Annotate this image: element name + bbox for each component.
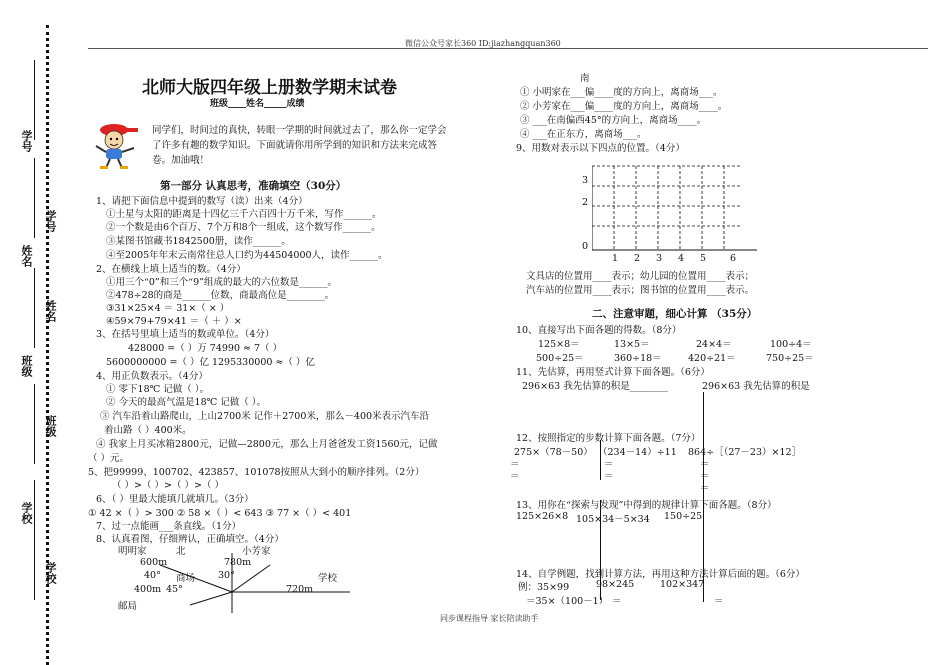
map-label-600m: 600m [140,557,168,568]
q4-title: 4、用正负数表示。（4分） [96,371,208,382]
binding-label-school: 学校 [20,502,33,524]
q3-row-1: 428000 =（ ）万 74990 ≈ 7（ ） [128,343,283,354]
q1-item-4: ④至2005年年末云南常住总人口约为44504000人，读作______。 [106,250,388,261]
q14-title: 14、自学例题，找到计算方法，再用这种方法计算后面的题。（6分） [516,569,805,580]
map-label-school: 学校 [318,573,338,584]
q10-r2-4: 750÷25＝ [766,353,814,364]
q10-r2-3: 420÷21＝ [688,353,736,364]
q2-title: 2、在横线上填上适当的数。（4分） [96,264,246,275]
q13-item-3: 150÷25 [664,511,703,522]
q6-items: ① 42 ×（ ）> 300 ② 58 ×（ ）< 643 ③ 77 ×（ ）< 401 [88,508,352,519]
q13-item-1: 125×26×8 [516,511,569,522]
grid-x-tick-5: 5 [700,253,707,264]
q1-title: 1、请把下面信息中提到的数写（读）出来（4分） [96,196,308,207]
q12-item-1: 275×（78－50） [514,447,593,458]
part2-title: 二、注意审题，细心计算 （35分） [592,308,758,320]
binding-rule [34,158,35,238]
q10-r1-3: 24×4＝ [696,339,732,350]
map-label-mall: 商场 [176,573,196,584]
binding-label-school-2: 学校 [44,562,57,584]
q9-answer-row-1: 文具店的位置用____表示；幼儿园的位置用____表示； [526,271,755,282]
q11-title: 11、先估算，再用竖式计算下面各题。（6分） [516,367,710,378]
intro-paragraph: 同学们，时间过的真快，转眼一学期的时间就过去了，那么你一定学会了许多有趣的数学知识。下面就请你用所学到的知识和方法来完成答卷。加油哦！ [152,125,447,166]
q14-example: 例：35×99 [518,582,570,593]
q11-b: 296×63 我先估算的积是 [702,381,810,392]
header-rule [88,48,928,49]
q2-item-3: ③31×25×4 ＝ 31×（ × ） [106,303,230,314]
grid-x-tick-2: 2 [634,253,641,264]
q12-eq: ＝ [510,459,520,470]
q4-item-4-cont: （ ）元。 [88,453,130,464]
q5-title: 5、把99999、100702、423857、101078按照从大到小的顺序排列。（2分） [88,467,425,478]
map-label-south: 南 [580,73,590,84]
q10-r2-1: 500÷25＝ [536,353,584,364]
map-label-720m: 720m [286,584,314,595]
binding-rule [34,384,35,464]
binding-label-class-2: 班级 [44,415,57,437]
q12-eq: ＝ [700,459,710,470]
q6-title: 6、（ ）里最大能填几就填几。（3分） [96,494,254,505]
grid-y-tick-3: 3 [582,175,589,186]
q1-item-2: ②一个数是由6个百万、7个万和8个一组成，这个数写作______。 [106,222,381,233]
q13-item-2: 105×34－5×34 [576,514,650,525]
q9-title: 9、用数对表示以下四点的位置。（4分） [516,143,685,154]
q14-eq: ＝ [714,596,724,607]
grid-x-tick-6: 6 [730,253,737,264]
q3-row-2: 5600000000 =（ ）亿 1295330000 ≈（ ）亿 [106,357,315,368]
map-label-30deg: 30° [218,570,235,581]
map-label-post-office: 邮局 [118,601,138,612]
q12-item-2: （234－14）÷11 [598,447,677,458]
q10-r1-1: 125×8＝ [538,339,580,350]
binding-rule [34,60,35,140]
q14-item-1: 98×245 [596,579,635,590]
binding-label-name-2: 姓名 [44,300,57,322]
header-note: 微信公众号家长360 ID:jiazhangquan360 [405,39,561,48]
q1-item-3: ③某图书馆藏书1842500册，读作______。 [106,236,291,247]
q4-item-4: ④ 我家上月买冰箱2800元，记做—2800元，那么上月爸爸发工资1560元，记做 [96,439,438,450]
q8-item-3: ③ ___在南偏西45°的方向上，离商场____。 [520,115,707,126]
part1-title: 第一部分 认真思考，准确填空（30分） [160,180,347,192]
q4-item-2: ② 今天的最高气温是18℃ 记做（ ）。 [106,397,267,408]
map-label-400m: 400m [134,584,162,595]
q9-answer-row-2: 汽车站的位置用____表示；图书馆的位置用____表示。 [526,285,755,296]
binding-rule [34,268,35,348]
q2-item-4: ④59×79+79×41 ＝（ ＋ ）× [106,316,242,327]
q12-title: 12、按照指定的步数计算下面各题。（7分） [516,433,701,444]
q12-eq: ＝ [700,471,710,482]
q12-eq: ＝ [700,483,710,494]
map-label-mingming-home: 明明家 [118,546,147,557]
q7: 7、过一点能画___条直线。（1分） [96,521,242,532]
binding-rule [34,480,35,600]
q12-item-3: 864÷［（27－23）×12］ [688,447,802,458]
q10-r2-2: 360÷18＝ [614,353,662,364]
map-label-45deg: 45° [166,584,183,595]
map-label-40deg: 40° [144,570,161,581]
coordinate-grid [592,160,762,256]
q4-item-3-cont: 着山路（ ）400米。 [104,425,192,436]
q12-eq: ＝ [604,471,614,482]
map-label-xiaofang-home: 小芳家 [242,546,271,557]
grid-x-tick-1: 1 [612,253,619,264]
map-label-north: 北 [176,546,186,557]
grid-x-tick-3: 3 [656,253,663,264]
grid-y-tick-0: 0 [582,241,589,252]
q10-r1-2: 13×5＝ [614,339,650,350]
q12-eq: ＝ [510,471,520,482]
q5-answer-row: （ ）>（ ）>（ ）>（ ） [112,480,224,491]
q4-item-3: ③ 汽车沿着山路爬山，上山2700米 记作＋2700米，那么－400米表示汽车沿 [100,411,430,422]
grid-y-tick-2: 2 [582,197,589,208]
q8-item-1: ① 小明家在___偏____度的方向上，离商场___。 [520,87,723,98]
binding-label-student-no: 学号 [20,130,33,152]
exam-subtitle: 班级____姓名_____成绩 [210,99,305,109]
map-label-780m: 780m [224,557,252,568]
footer-note: 同步课程指导 家长陪读助手 [440,614,539,623]
grid-x-tick-4: 4 [678,253,685,264]
q10-title: 10、直接写出下面各题的得数。（8分） [516,325,682,336]
q14-example-step: ＝35×（100－1） [526,596,609,607]
mascot-illustration [92,120,144,170]
q3-title: 3、在括号里填上适当的数或单位。（4分） [96,329,275,340]
q8-title: 8、认真看图，仔细辨认，正确填空。（4分） [96,534,284,545]
q1-item-1: ①土星与太阳的距离是十四亿三千六百四十万千米，写作______。 [106,209,382,220]
q11-a: 296×63 我先估算的积是________ [522,381,668,392]
q4-item-1: ① 零下18℃ 记做（ ）。 [106,384,210,395]
binding-label-name: 姓名 [20,245,33,267]
q8-item-4: ④ ___在正东方，离商场___。 [520,129,647,140]
q13-title: 13、用你在“探索与发现”中得到的规律计算下面各题。（8分） [516,500,777,511]
q14-item-2: 102×347 [660,579,705,590]
binding-label-student-no-2: 学号 [44,210,57,232]
q14-eq: ＝ [612,596,622,607]
q10-r1-4: 100÷4＝ [770,339,812,350]
binding-label-class: 班级 [20,355,33,377]
q12-eq: ＝ [604,459,614,470]
q8-item-2: ② 小芳家在___偏____度的方向上，离商场____。 [520,101,728,112]
exam-title: 北师大版四年级上册数学期末试卷 [142,78,397,98]
q2-item-1: ①用三个“0”和三个“9”组成的最大的六位数是______。 [106,277,338,288]
q2-item-2: ②478÷28的商是______位数，商最高位是________。 [106,290,335,301]
